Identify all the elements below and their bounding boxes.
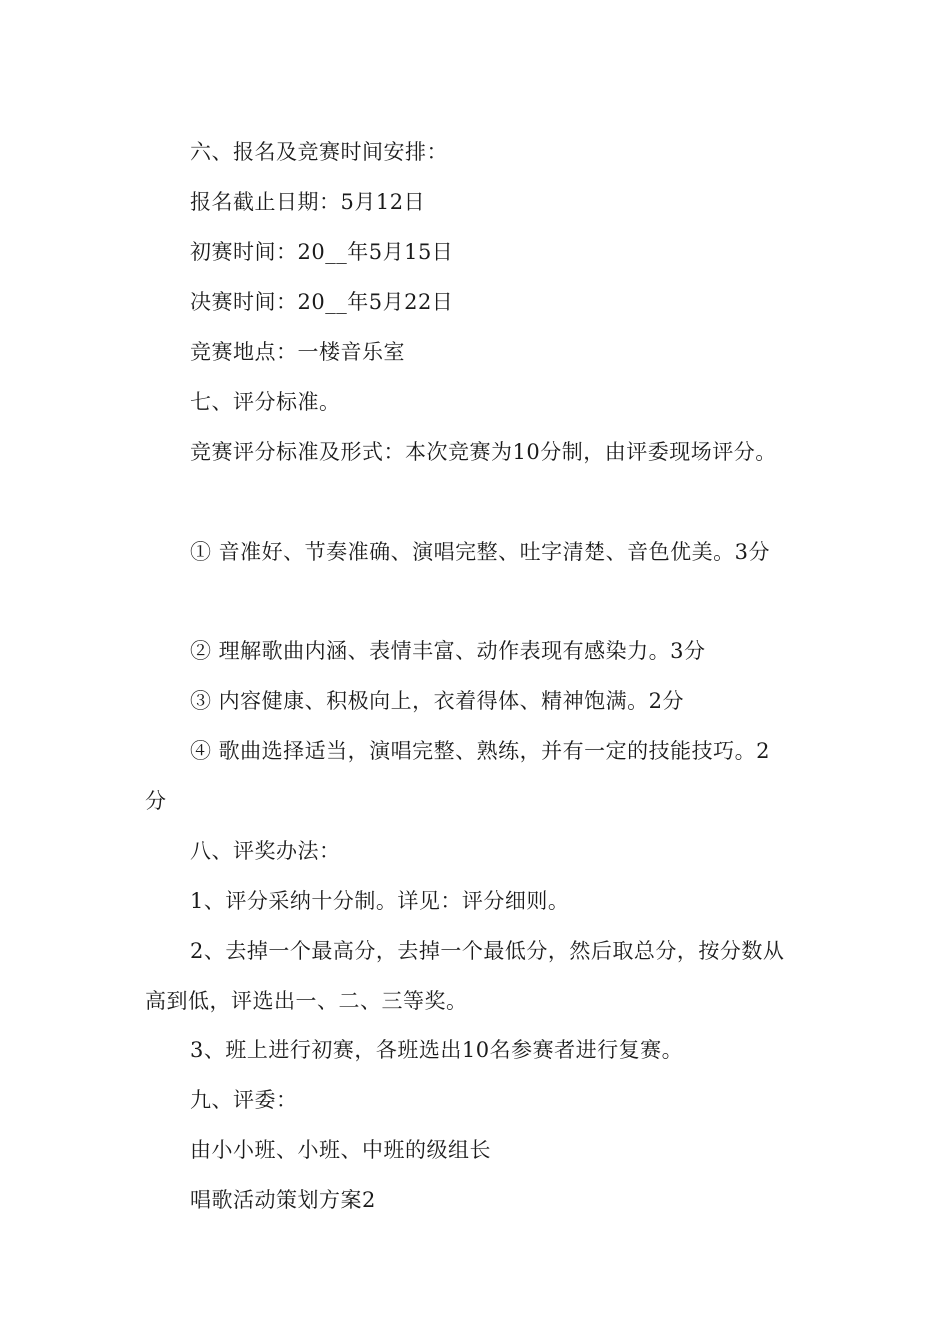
registration-deadline: 报名截止日期：5月12日 (190, 190, 426, 214)
criterion-4-continued: 分 (145, 789, 167, 813)
section-heading-awards: 八、评奖办法： (190, 839, 341, 863)
award-rule-3: 3、班上进行初赛，各班选出10名参赛者进行复赛。 (190, 1038, 684, 1062)
award-rule-1: 1、评分采纳十分制。详见：评分细则。 (190, 889, 570, 913)
criterion-4: ④ 歌曲选择适当，演唱完整、熟练，并有一定的技能技巧。2 (190, 739, 771, 763)
section-heading-registration-schedule: 六、报名及竞赛时间安排： (190, 140, 448, 164)
judges-description: 由小小班、小班、中班的级组长 (190, 1138, 491, 1162)
criterion-2: ② 理解歌曲内涵、表情丰富、动作表现有感染力。3分 (190, 639, 706, 663)
scoring-form: 竞赛评分标准及形式：本次竞赛为10分制，由评委现场评分。 (190, 440, 777, 464)
award-rule-2: 2、去掉一个最高分，去掉一个最低分，然后取总分，按分数从 (190, 939, 785, 963)
section-heading-scoring: 七、评分标准。 (190, 390, 341, 414)
criterion-1: ① 音准好、节奏准确、演唱完整、吐字清楚、音色优美。3分 (190, 540, 771, 564)
next-plan-title: 唱歌活动策划方案2 (190, 1188, 376, 1212)
award-rule-2-continued: 高到低，评选出一、二、三等奖。 (145, 989, 468, 1013)
preliminary-date: 初赛时间：20__年5月15日 (190, 240, 454, 264)
section-heading-judges: 九、评委： (190, 1088, 298, 1112)
criterion-3: ③ 内容健康、积极向上，衣着得体、精神饱满。2分 (190, 689, 685, 713)
venue: 竞赛地点：一楼音乐室 (190, 340, 405, 364)
final-date: 决赛时间：20__年5月22日 (190, 290, 454, 314)
